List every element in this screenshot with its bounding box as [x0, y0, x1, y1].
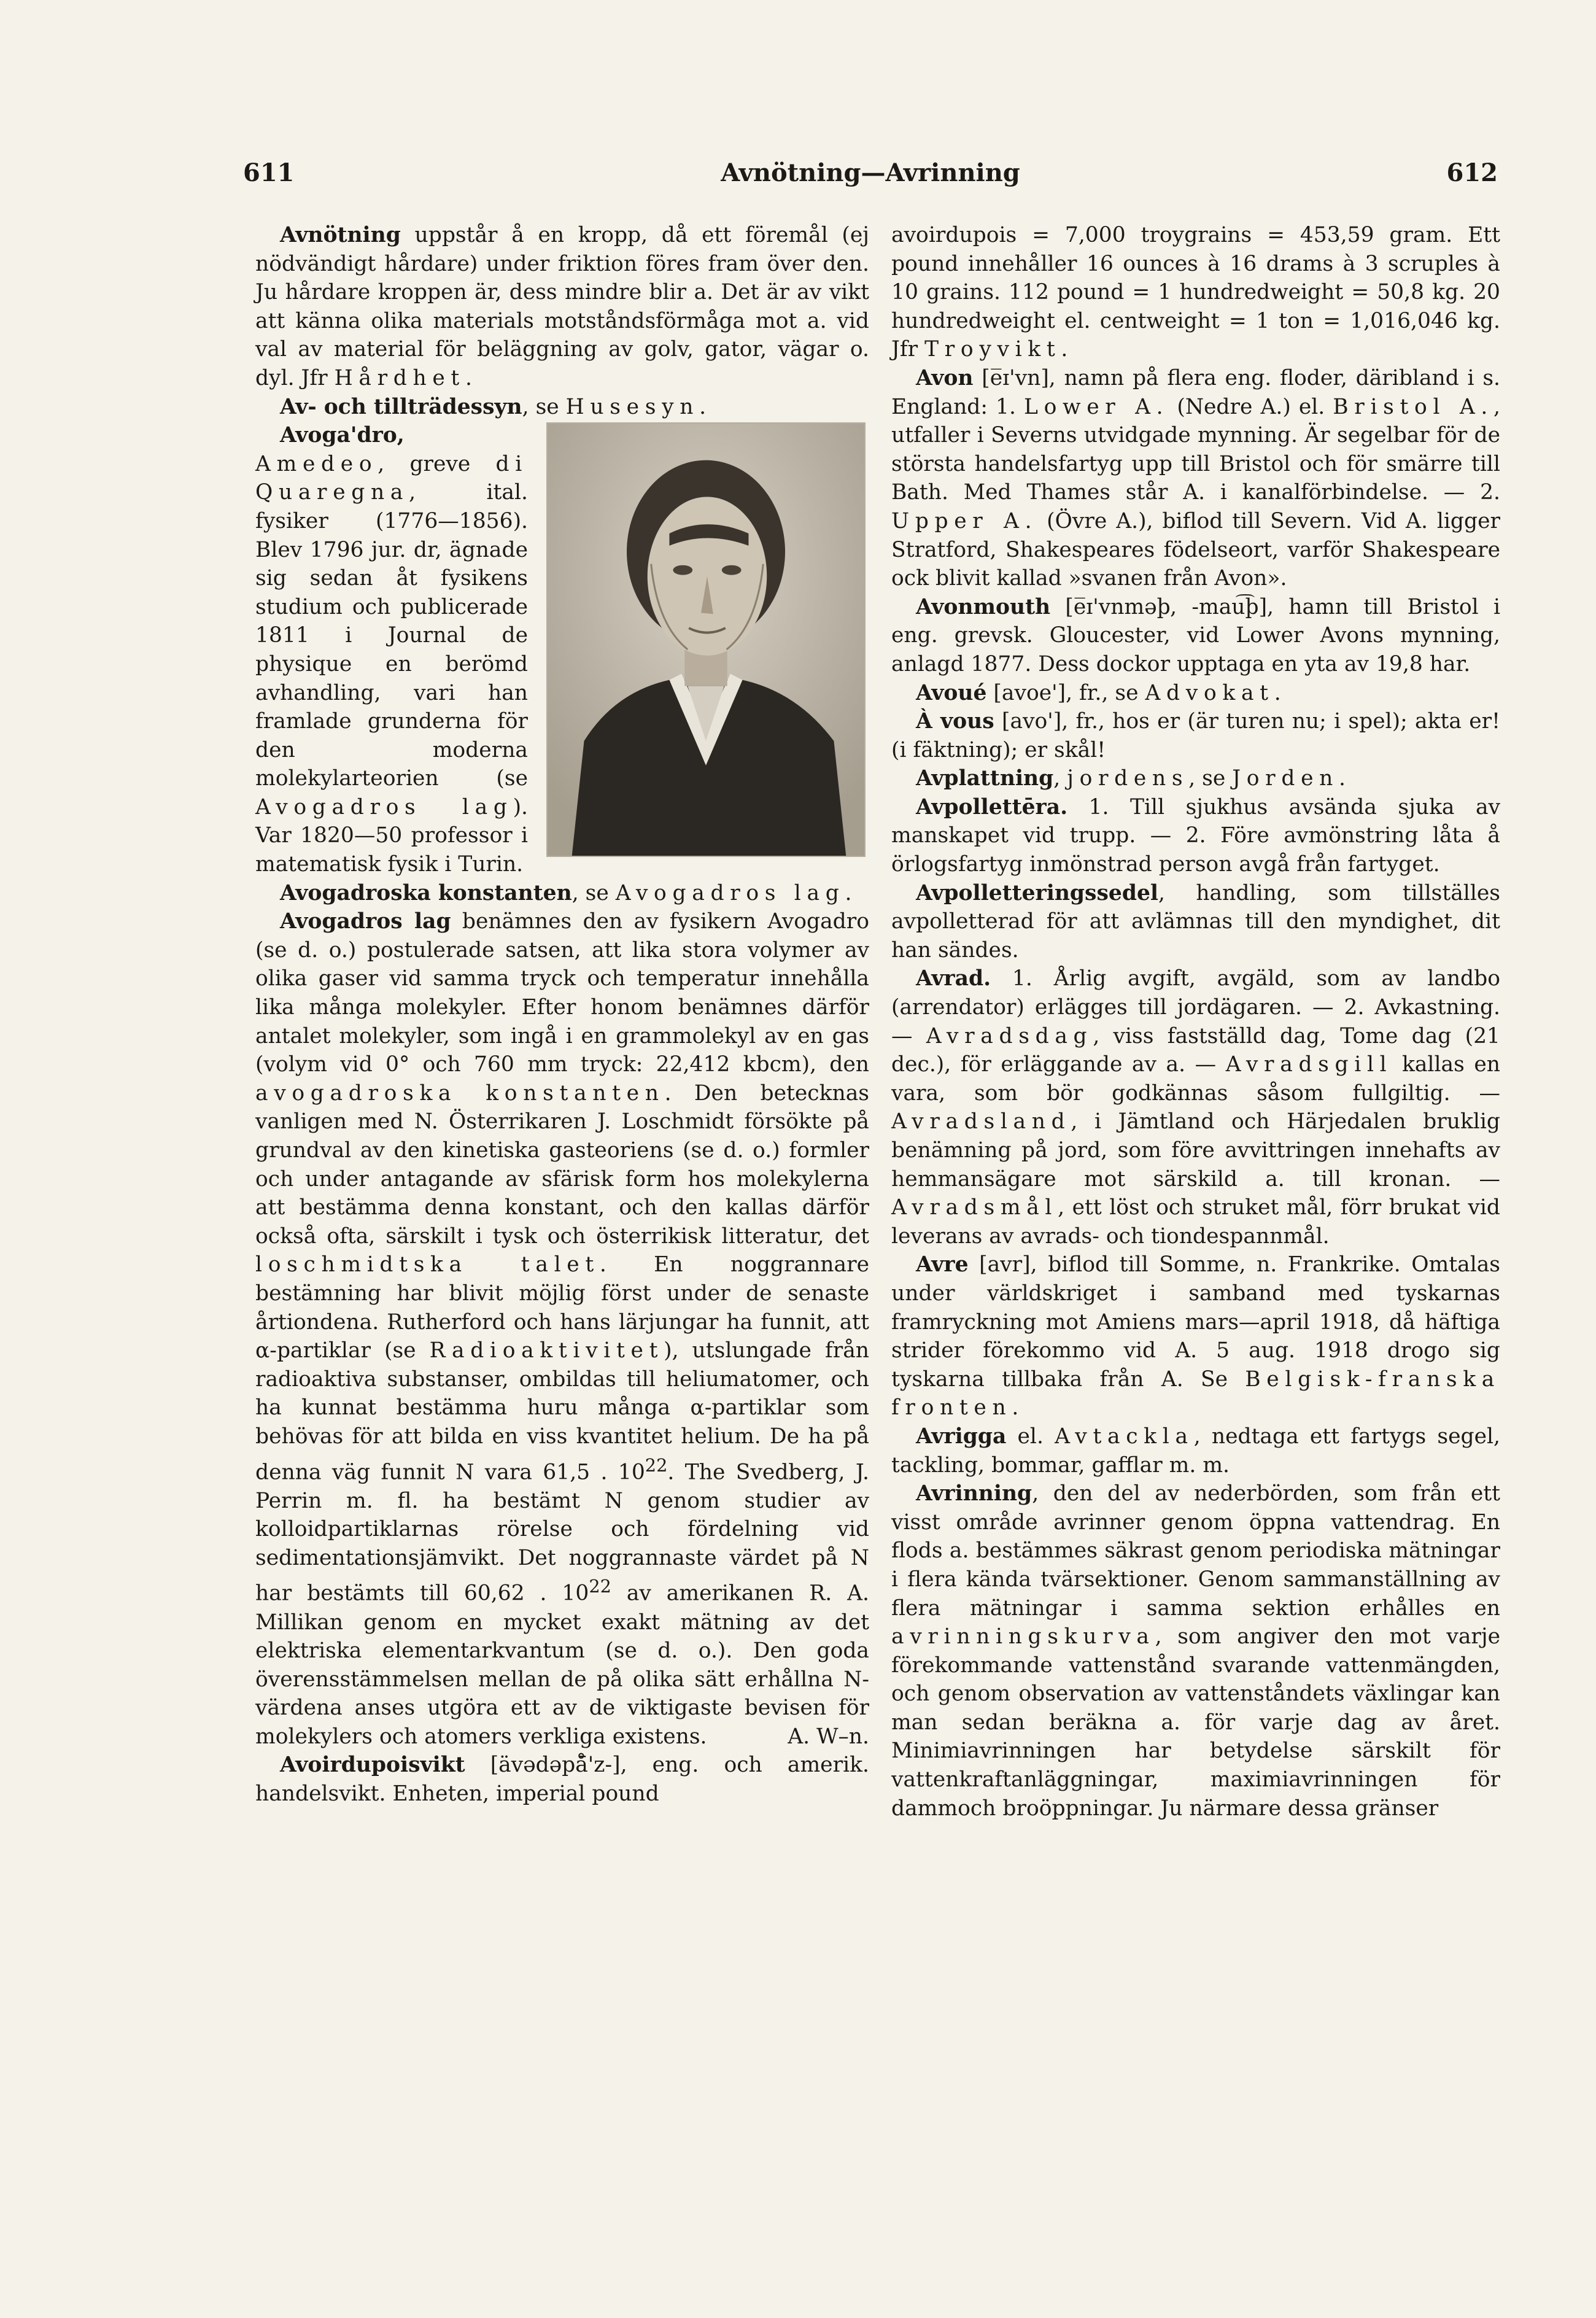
headword: Avnötning — [280, 223, 401, 247]
entry-avogadros-lag: Avogadros lag benämnes den av fysikern Avogadro (se d. o.) postulerade satsen, att lika stora volymer av olika gaser vid samma tryck och temperatur innehålla lika många molekyler. Efter honom benämnes därför antalet molekyler, som ingå i en grammolekyl av en gas (volym vid 0° och 760 mm tryck: 22,412 kbcm), den avogadroska konstanten. Den betecknas vanligen med N. Österrikaren J. Loschmidt försökte på grundval av den kinetiska gasteoriens (se d. o.) formler och under antagande av sfärisk form hos molekylerna att bestämma denna konstant, och den kallas därför också ofta, särskilt i tysk och österrikisk litteratur, det loschmidtska talet. En noggrannare bestämning har blivit möjlig först under de senaste årtiondena. Rutherford och hans lärjungar ha funnit, att α-partiklar (se Radioaktivitet), utslungade från radioaktiva substanser, ombildas till heliumatomer, och ha kunnat bestämma huru många α-partiklar som behövas för att bilda en viss kvantitet helium. De ha på denna väg funnit N vara 61,5 . $10^{22}$. The Svedberg, J. Perrin m. fl. ha bestämt N genom studier av kolloidpartiklarnas rörelse och fördelning vid sedimentationsjämvikt. Det noggrannaste värdet på N har bestämts till 60,62 . $10^{22}$ av amerikanen R. A. Millikan genom en mycket exakt mätning av det elektriska elementarkvantum (se d. o.). Den goda överensstämmelsen mellan de på olika sätt erhållna N-värdena anses utgöra ett av de viktigaste bevisen för molekylers och atomers verkliga existens. A. W–n. — [255, 907, 869, 1751]
headword: À vous — [916, 709, 994, 734]
entry-avrigga: Avrigga el. Avtackla, nedtaga ett fartygs segel, tackling, bommar, gafflar m. m. — [891, 1424, 1500, 1478]
cross-reference: Troyvikt — [924, 337, 1061, 362]
entry-avplattning: Avplattning, jordens, se Jorden. — [916, 766, 1346, 791]
running-title: Avnötning—Avrinning — [721, 158, 1020, 187]
entry-av-och-tilltradessyn: Av- och tillträdessyn, se Husesyn. — [280, 394, 707, 419]
entry-avre: Avre [avr], biflod till Somme, n. Frankrike. Omtalas under världskriget i samband med tyskarnas framryckning mot Amiens mars—april 1918, då häftiga strider förekommo vid A. 5 aug. 1918 drogo sig tyskarna tillbaka från A. Se Belgisk-franska fronten. — [891, 1252, 1500, 1421]
left-column — [255, 221, 869, 1808]
cross-reference: Avtackla — [1055, 1424, 1194, 1449]
cross-reference: Avradsgill — [1225, 1052, 1393, 1077]
headword: Avrad. — [916, 966, 991, 991]
portrait-figure — [538, 421, 869, 862]
headword: Avrigga — [916, 1424, 1007, 1449]
entry-avrinning: Avrinning, den del av nederbörden, som från ett visst område avrinner genom öppna vattendrag. En flods a. bestämmes säkrast genom periodiska mätningar i flera kända tvärsektioner. Genom sammanställning av flera mätningar i samma sektion erhålles en avrinningskurva, som angiver den mot varje förekommande vattenstånd svarande vattenmängden, och genom observation av vattenståndets växlingar kan man sedan beräkna a. för varje dag av året. Minimiavrinningen har betydelse särskilt för vattenkraftanläggningar, maximiavrinningen för dammoch broöppningar. Ju närmare dessa gränser — [891, 1481, 1500, 1821]
headword: Avon — [916, 365, 974, 390]
headword: Avre — [916, 1252, 969, 1277]
portrait-engraving — [548, 424, 864, 856]
page-header — [243, 158, 1498, 195]
entry-avpolletteringssedel: Avpolletteringssedel, handling, som tillställes avpolletterad för att avlämnas till den myndighet, dit han sändes. — [891, 880, 1500, 963]
entry-avoue: Avoué [avoe'], fr., se Advokat. — [916, 680, 1281, 705]
cross-reference: Advokat — [1145, 680, 1274, 705]
cross-reference: Avogadros lag — [255, 794, 513, 820]
cross-reference: jordens — [1067, 766, 1189, 791]
headword: Avogadroska konstanten — [280, 880, 572, 905]
page-number-right: 612 — [1446, 158, 1498, 187]
entry-avoirdupoisvikt: Avoirdupoisvikt [ävədəpå̄'z-], eng. och amerik. handelsvikt. Enheten, imperial pound — [255, 1753, 869, 1807]
given-name: Amedeo — [255, 451, 378, 476]
headword: Avonmouth — [916, 594, 1051, 619]
headword: Avplattning — [916, 766, 1054, 791]
entry-avogadroska-konstanten: Avogadroska konstanten, se Avogadros lag. — [280, 880, 852, 905]
headword: Av- och tillträdessyn — [280, 394, 522, 419]
headword: Avpolletteringssedel — [916, 880, 1158, 905]
page-number-left: 611 — [243, 158, 295, 187]
entry-avogadro: Avoga'dro, Amedeo, greve di Quaregna, ital. fysiker (1776—1856). Blev 1796 jur. dr, ägnade sig sedan åt fysikens studium och publicerade 1811 i Journal de physique en berömd avhandling, vari han framlade grunderna för den moderna molekylarteorien (se Avogadros lag). Var 1820—50 professor i matematisk fysik i Turin. — [255, 423, 528, 877]
headword: Avoga'dro, — [280, 423, 405, 448]
headword: Avrinning — [916, 1481, 1032, 1506]
cross-reference: Hårdhet — [334, 365, 465, 390]
cross-reference: Avradsdag — [926, 1023, 1093, 1049]
cross-reference: Husesyn — [565, 394, 700, 419]
cross-reference: Jorden — [1232, 766, 1339, 791]
cross-reference: Bristol A. — [1333, 394, 1494, 419]
headword: Avoué — [916, 680, 987, 705]
entry-avon: Avon [e̅ɪ'vn], namn på flera eng. floder, däribland i s. England: 1. Lower A. (Nedre A.) el. Bristol A., utfaller i Severns utvidgade mynning. Är segelbar för de största handelsfartyg upp till Bristol och för smärre till Bath. Med Thames står A. i kanalförbindelse. — 2. Upper A. (Övre A.), biflod till Severn. Vid A. ligger Stratford, Shakespeares födelseort, varför Shakespeare ock blivit kallad »svanen från Avon». — [891, 365, 1501, 591]
headword: Avpollettēra. — [916, 794, 1068, 820]
author-signature: A. W–n. — [788, 1724, 869, 1749]
cross-reference: Lower A. — [1024, 394, 1169, 419]
cross-reference: Upper A. — [891, 508, 1038, 533]
cross-reference: avrinningskurva — [891, 1624, 1155, 1649]
cross-reference: Radioaktivitet — [429, 1338, 664, 1363]
entry-avoirdupois-continued: avoirdupois = 7,000 troygrains = 453,59 gram. Ett pound innehåller 16 ounces à 16 drams à 3 scruples à 10 grains. 112 pound = 1 hundredweight = 50,8 kg. 20 hundredweight el. centweight = 1 ton = 1,016,046 kg. Jfr Troyvikt. — [891, 223, 1500, 362]
headword: Avogadros lag — [280, 909, 451, 934]
cross-reference: avogadroska konstanten — [255, 1080, 665, 1106]
cross-reference: Avradsland — [891, 1109, 1071, 1134]
entry-a-vous: À vous [avo'], fr., hos er (är turen nu; i spel); akta er! (i fäktning); er skål! — [891, 709, 1501, 762]
entry-avrad: Avrad. 1. Årlig avgift, avgäld, som av landbo (arrendator) erlägges till jordägaren. — 2. Avkastning. — Avradsdag, viss fastställd dag, Tome dag (21 dec.), för erläggande av a. — Avradsgill kallas en vara, som bör godkännas såsom fullgiltig. — Avradsland, i Jämtland och Härjedalen bruklig benämning på jord, som före avvittringen innehafts av hemmansägare mot särskild a. till kronan. — Avradsmål, ett löst och struket mål, förr brukat vid leverans av avrads- och tiondespannmål. — [891, 966, 1501, 1249]
cross-reference: Avogadros lag — [615, 880, 845, 905]
cross-reference: Belgisk-franska fronten — [891, 1366, 1500, 1421]
right-column — [891, 221, 1500, 1823]
entry-avnotning: Avnötning uppstår å en kropp, då ett föremål (ej nödvändigt hårdare) under friktion föres fram över den. Ju hårdare kroppen är, dess mindre blir a. Det är av vikt att känna olika materials motståndsförmåga mot a. vid val av material för beläggning av golv, gator, vägar o. dyl. Jfr Hårdhet. — [255, 223, 869, 390]
entry-avonmouth: Avonmouth [e̅ɪ'vnməþ, -mau͡þ], hamn till Bristol i eng. grevsk. Gloucester, vid Lower Avons mynning, anlagd 1877. Dess dockor upptaga en yta av 19,8 har. — [891, 594, 1500, 676]
headword: Avoirdupoisvikt — [280, 1753, 465, 1778]
avogadro-portrait — [546, 422, 866, 857]
title-name: di Quaregna — [255, 451, 528, 505]
cross-reference: Avradsmål — [891, 1195, 1058, 1220]
cross-reference: loschmidtska talet — [255, 1252, 600, 1277]
entry-avpollettera: Avpollettēra. 1. Till sjukhus avsända sjuka av manskapet vid trupp. — 2. Före avmönstring låta å örlogsfartyg inmönstrad person avgå från fartyget. — [891, 794, 1500, 877]
